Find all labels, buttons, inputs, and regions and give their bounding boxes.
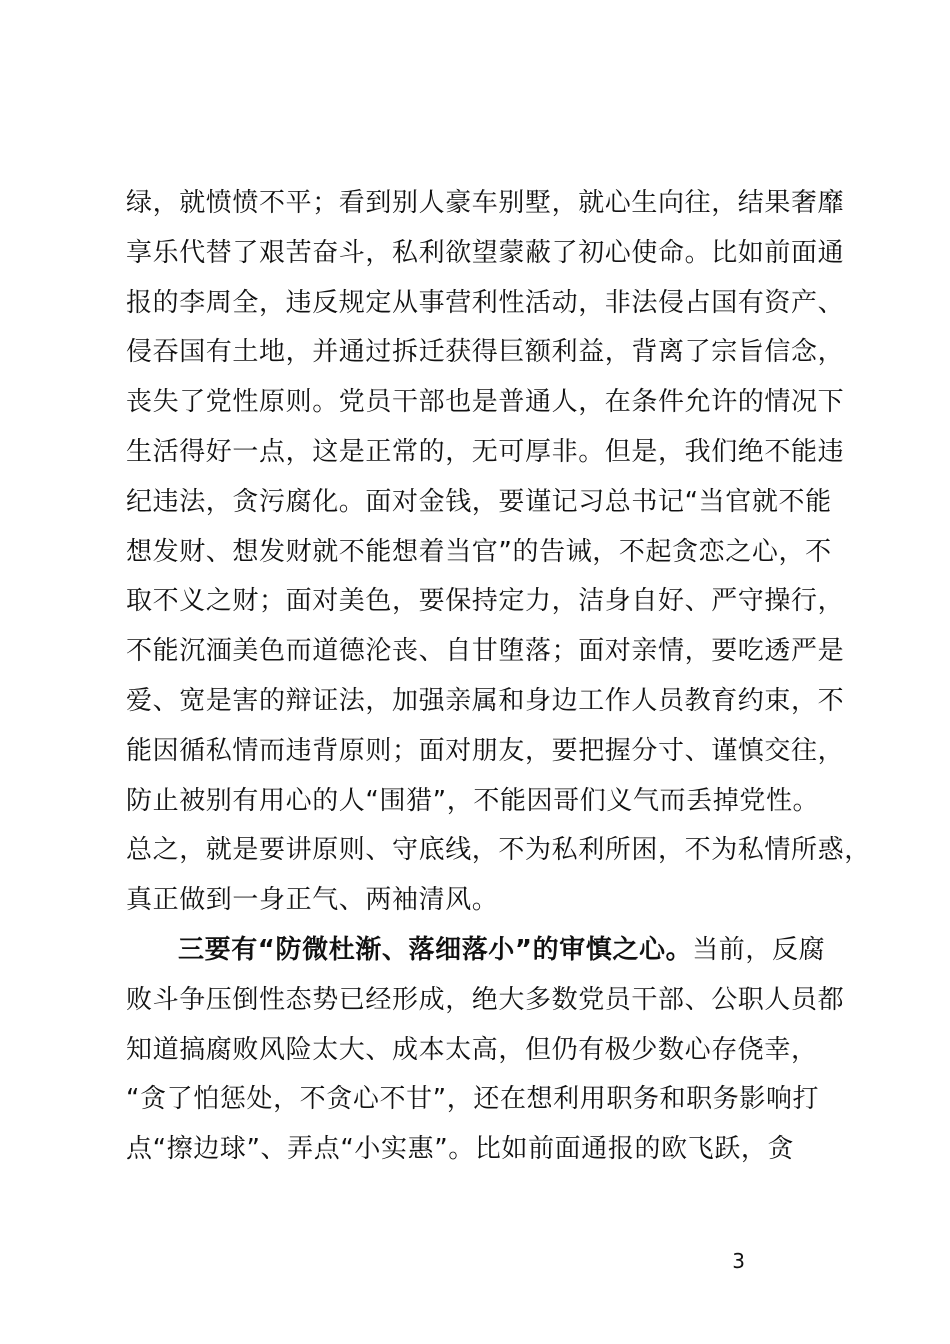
text-line: 想发财、想发财就不能想着当官”的告诫，不起贪恋之心，不: [126, 536, 832, 567]
text-line: 不能沉湎美色而道德沦丧、自甘堕落；面对亲情，要吃透严是: [126, 636, 845, 667]
paragraph-heading: 三要有“防微杜渐、落细落小”的审慎之心。: [178, 934, 693, 965]
body-text: [126, 179, 871, 1175]
paragraph-heading-line: [126, 926, 846, 976]
paragraph-first-line-rest: 当前，反腐: [692, 934, 826, 965]
text-line: “贪了怕惩处，不贪心不甘”，还在想利用职务和职务影响打: [126, 1084, 820, 1115]
text-line: 点“擦边球”、弄点“小实惠”。比如前面通报的欧飞跃，贪: [126, 1134, 795, 1165]
text-line: 取不义之财；面对美色，要保持定力，洁身自好、严守操行，: [126, 586, 845, 617]
page-number: 3: [732, 1249, 745, 1273]
text-line: 真正做到一身正气、两袖清风。: [126, 885, 499, 916]
text-line: 生活得好一点，这是正常的，无可厚非。但是，我们绝不能违: [126, 436, 845, 467]
text-line: 知道搞腐败风险太大、成本太高，但仍有极少数心存侥幸，: [126, 1034, 818, 1065]
text-line: 侵吞国有土地，并通过拆迁获得巨额利益，背离了宗旨信念，: [126, 337, 845, 368]
text-line: 丧失了党性原则。党员干部也是普通人，在条件允许的情况下: [126, 387, 845, 418]
text-line: 能因循私情而违背原则；面对朋友，要把握分寸、谨慎交往，: [126, 735, 845, 766]
text-line: 纪违法，贪污腐化。面对金钱，要谨记习总书记“当官就不能: [126, 486, 832, 517]
text-line: 爱、宽是害的辩证法，加强亲属和身边工作人员教育约束，不: [126, 685, 845, 716]
text-line: 败斗争压倒性态势已经形成，绝大多数党员干部、公职人员都: [126, 984, 845, 1015]
text-line: 享乐代替了艰苦奋斗，私利欲望蒙蔽了初心使命。比如前面通: [126, 237, 845, 268]
text-line: 总之，就是要讲原则、守底线，不为私利所困，不为私情所惑，: [126, 835, 871, 866]
text-line: 绿，就愤愤不平；看到别人豪车别墅，就心生向往，结果奢靡: [126, 188, 845, 218]
text-line: 防止被别有用心的人“围猎”，不能因哥们义气而丢掉党性。: [126, 785, 820, 816]
text-line: 报的李周全，违反规定从事营利性活动，非法侵占国有资产、: [126, 287, 845, 318]
